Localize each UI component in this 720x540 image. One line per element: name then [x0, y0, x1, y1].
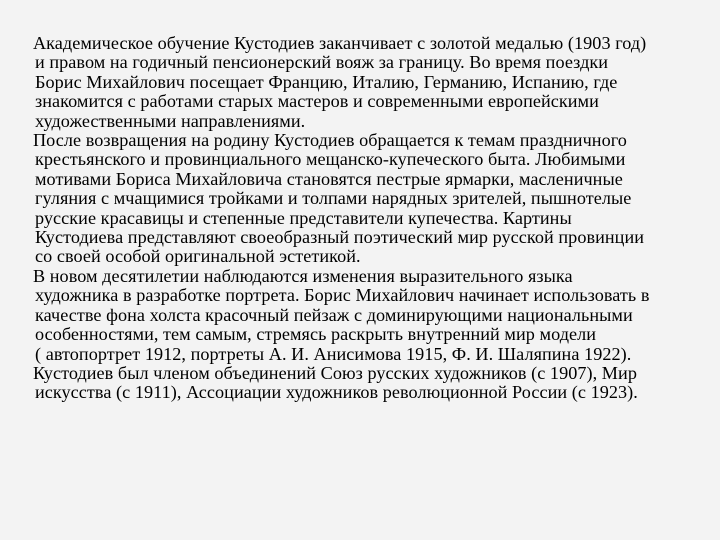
text-line: со своей особой оригинальной эстетикой.	[35, 246, 361, 267]
paragraph-1	[33, 34, 715, 131]
text-line: После возвращения на родину Кустодиев обращается к темам праздничного	[33, 130, 627, 151]
paragraph-3	[33, 267, 715, 364]
text-line: мотивами Бориса Михайловича становятся пестрые ярмарки, масленичные	[35, 168, 623, 189]
text-line: ( автопортрет 1912, портреты А. И. Анисимова 1915, Ф. И. Шаляпина 1922).	[35, 343, 632, 364]
text-line: Кустодиева представляют своеобразный поэтический мир русской провинции	[35, 227, 645, 248]
text-line: Борис Михайлович посещает Францию, Италию, Германию, Испанию, где	[35, 71, 618, 92]
text-line: и правом на годичный пенсионерский вояж за границу. Во время поездки	[35, 52, 609, 73]
text-line: особенностями, тем самым, стремясь раскрыть внутренний мир модели	[35, 324, 597, 345]
text-line: Кустодиев был членом объединений Союз русских художников (с 1907), Мир	[33, 362, 637, 383]
text-line: качестве фона холста красочный пейзаж с доминирующими национальными	[35, 304, 633, 325]
text-line: Академическое обучение Кустодиев заканчивает с золотой медалью (1903 год)	[33, 33, 647, 53]
paragraph-2	[33, 131, 715, 267]
text-line: русские красавицы и степенные представители купечества. Картины	[35, 207, 572, 228]
text-line: искусства (с 1911), Ассоциации художников революционной России (с 1923).	[35, 382, 638, 403]
text-line: художественными направлениями.	[35, 110, 306, 131]
document-body	[33, 34, 715, 403]
paragraph-4	[33, 364, 715, 403]
text-line: крестьянского и провинциального мещанско-купеческого быта. Любимыми	[35, 149, 626, 170]
text-line: В новом десятилетии наблюдаются изменения выразительного языка	[33, 265, 573, 286]
text-line: знакомится с работами старых мастеров и современными европейскими	[35, 91, 599, 112]
text-line: художника в разработке портрета. Борис Михайлович начинает использовать в	[35, 285, 650, 306]
text-line: гуляния с мчащимися тройками и толпами нарядных зрителей, пышнотелые	[35, 188, 632, 209]
